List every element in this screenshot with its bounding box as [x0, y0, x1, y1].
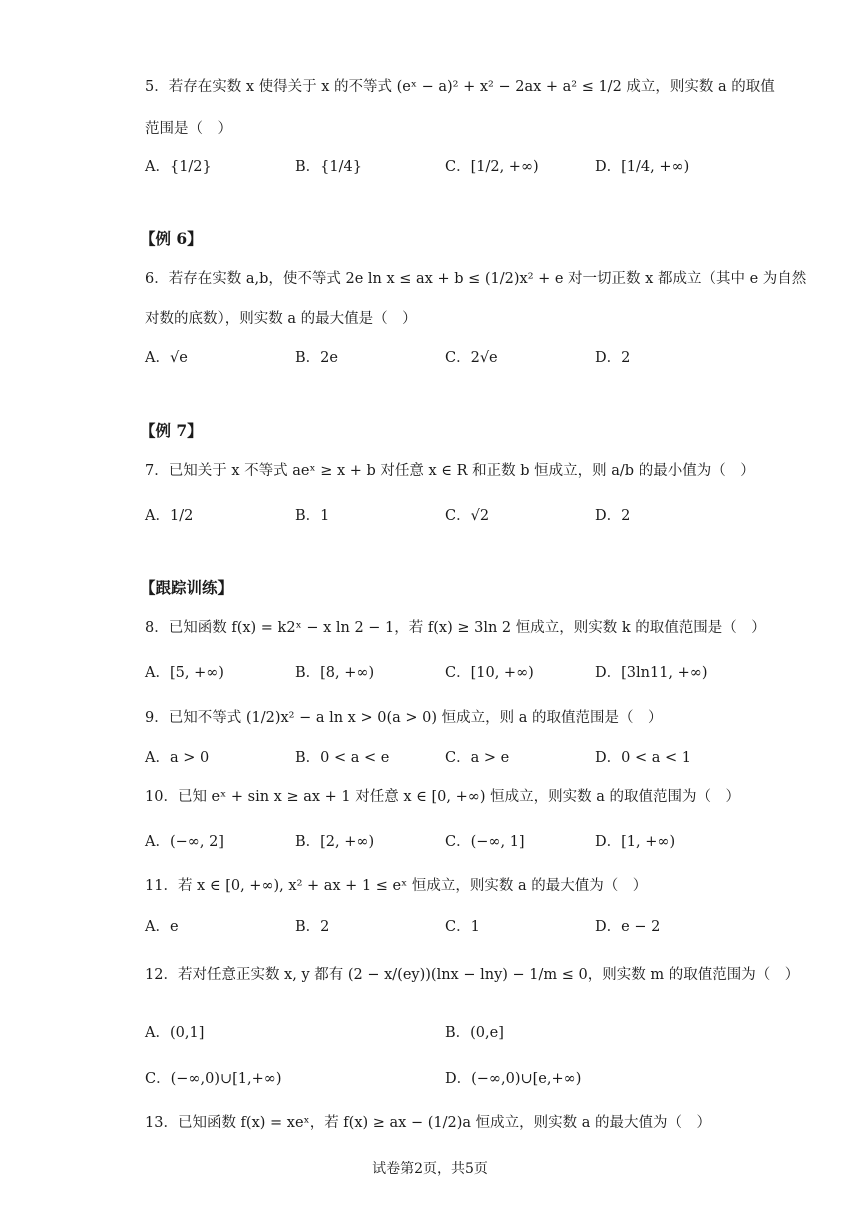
- question-12-options-row-1: [145, 1016, 745, 1050]
- question-7-options: [145, 499, 745, 533]
- option-c: C．2√e: [445, 350, 498, 366]
- option-b: B．2e: [295, 350, 338, 366]
- option-d: D．(−∞,0)∪[e,+∞): [445, 1071, 582, 1087]
- option-a: A．(−∞, 2]: [145, 834, 224, 850]
- question-5-line-1: 5．若存在实数 x 使得关于 x 的不等式 (eˣ − a)² + x² − 2ax + a² ≤ 1/2 成立，则实数 a 的取值: [145, 79, 775, 95]
- option-c: C．(−∞, 1]: [445, 834, 525, 850]
- option-d: D．0 < a < 1: [595, 750, 691, 766]
- question-13-line-1: 13．已知函数 f(x) = xeˣ，若 f(x) ≥ ax − (1/2)a 恒成立，则实数 a 的最大值为（ ）: [145, 1115, 711, 1131]
- option-c: C．[10, +∞): [445, 665, 534, 681]
- page-footer: 试卷第2页，共5页: [372, 1161, 488, 1177]
- option-c: C．√2: [445, 508, 490, 524]
- option-a: A．a > 0: [145, 750, 210, 766]
- question-10-line-1: 10．已知 eˣ + sin x ≥ ax + 1 对任意 x ∈ [0, +∞) 恒成立，则实数 a 的取值范围为（ ）: [145, 789, 740, 805]
- question-9-options: [145, 741, 745, 775]
- question-8-line-1: 8．已知函数 f(x) = k2ˣ − x ln 2 − 1，若 f(x) ≥ 3ln 2 恒成立，则实数 k 的取值范围是（ ）: [145, 620, 766, 636]
- option-b: B．1: [295, 508, 330, 524]
- option-a: A．√e: [145, 350, 188, 366]
- question-5-options: [145, 150, 745, 184]
- option-b: B．[8, +∞): [295, 665, 375, 681]
- option-d: D．2: [595, 508, 631, 524]
- question-6-line-2: 对数的底数），则实数 a 的最大值是（ ）: [145, 311, 417, 327]
- option-d: D．e − 2: [595, 919, 661, 935]
- option-d: D．[1/4, +∞): [595, 159, 690, 175]
- option-b: B．[2, +∞): [295, 834, 375, 850]
- option-c: C．(−∞,0)∪[1,+∞): [145, 1071, 282, 1087]
- option-c: C．1: [445, 919, 480, 935]
- option-a: A．{1/2}: [145, 159, 212, 175]
- question-10-options: [145, 825, 745, 859]
- question-7-line-1: 7．已知关于 x 不等式 aeˣ ≥ x + b 对任意 x ∈ R 和正数 b 恒成立，则 a/b 的最小值为（ ）: [145, 463, 755, 479]
- question-8-options: [145, 656, 745, 690]
- option-d: D．[3ln11, +∞): [595, 665, 708, 681]
- option-a: A．e: [145, 919, 179, 935]
- option-d: D．[1, +∞): [595, 834, 676, 850]
- option-b: B．0 < a < e: [295, 750, 390, 766]
- option-a: A．1/2: [145, 508, 194, 524]
- question-9-line-1: 9．已知不等式 (1/2)x² − a ln x > 0(a > 0) 恒成立，则 a 的取值范围是（ ）: [145, 710, 663, 726]
- question-12-line-1: 12．若对任意正实数 x, y 都有 (2 − x/(ey))(lnx − lny) − 1/m ≤ 0，则实数 m 的取值范围为（ ）: [145, 967, 800, 983]
- question-11-line-1: 11．若 x ∈ [0, +∞), x² + ax + 1 ≤ eˣ 恒成立，则实数 a 的最大值为（ ）: [145, 878, 648, 894]
- option-c: C．[1/2, +∞): [445, 159, 539, 175]
- tracking-training-heading: 【跟踪训练】: [140, 578, 234, 597]
- question-6-options: [145, 341, 745, 375]
- option-b: B．{1/4}: [295, 159, 362, 175]
- option-c: C．a > e: [445, 750, 510, 766]
- example-7-heading: 【例 7】: [140, 421, 203, 440]
- question-6-line-1: 6．若存在实数 a,b，使不等式 2e ln x ≤ ax + b ≤ (1/2)x² + e 对一切正数 x 都成立（其中 e 为自然: [145, 271, 807, 287]
- example-6-heading: 【例 6】: [140, 229, 203, 248]
- option-a: A．[5, +∞): [145, 665, 224, 681]
- option-d: D．2: [595, 350, 631, 366]
- option-b: B．2: [295, 919, 330, 935]
- question-5-line-2: 范围是（ ）: [145, 121, 232, 137]
- question-11-options: [145, 910, 745, 944]
- option-b: B．(0,e]: [445, 1025, 504, 1041]
- question-12-options-row-2: [145, 1062, 745, 1096]
- option-a: A．(0,1]: [145, 1025, 205, 1041]
